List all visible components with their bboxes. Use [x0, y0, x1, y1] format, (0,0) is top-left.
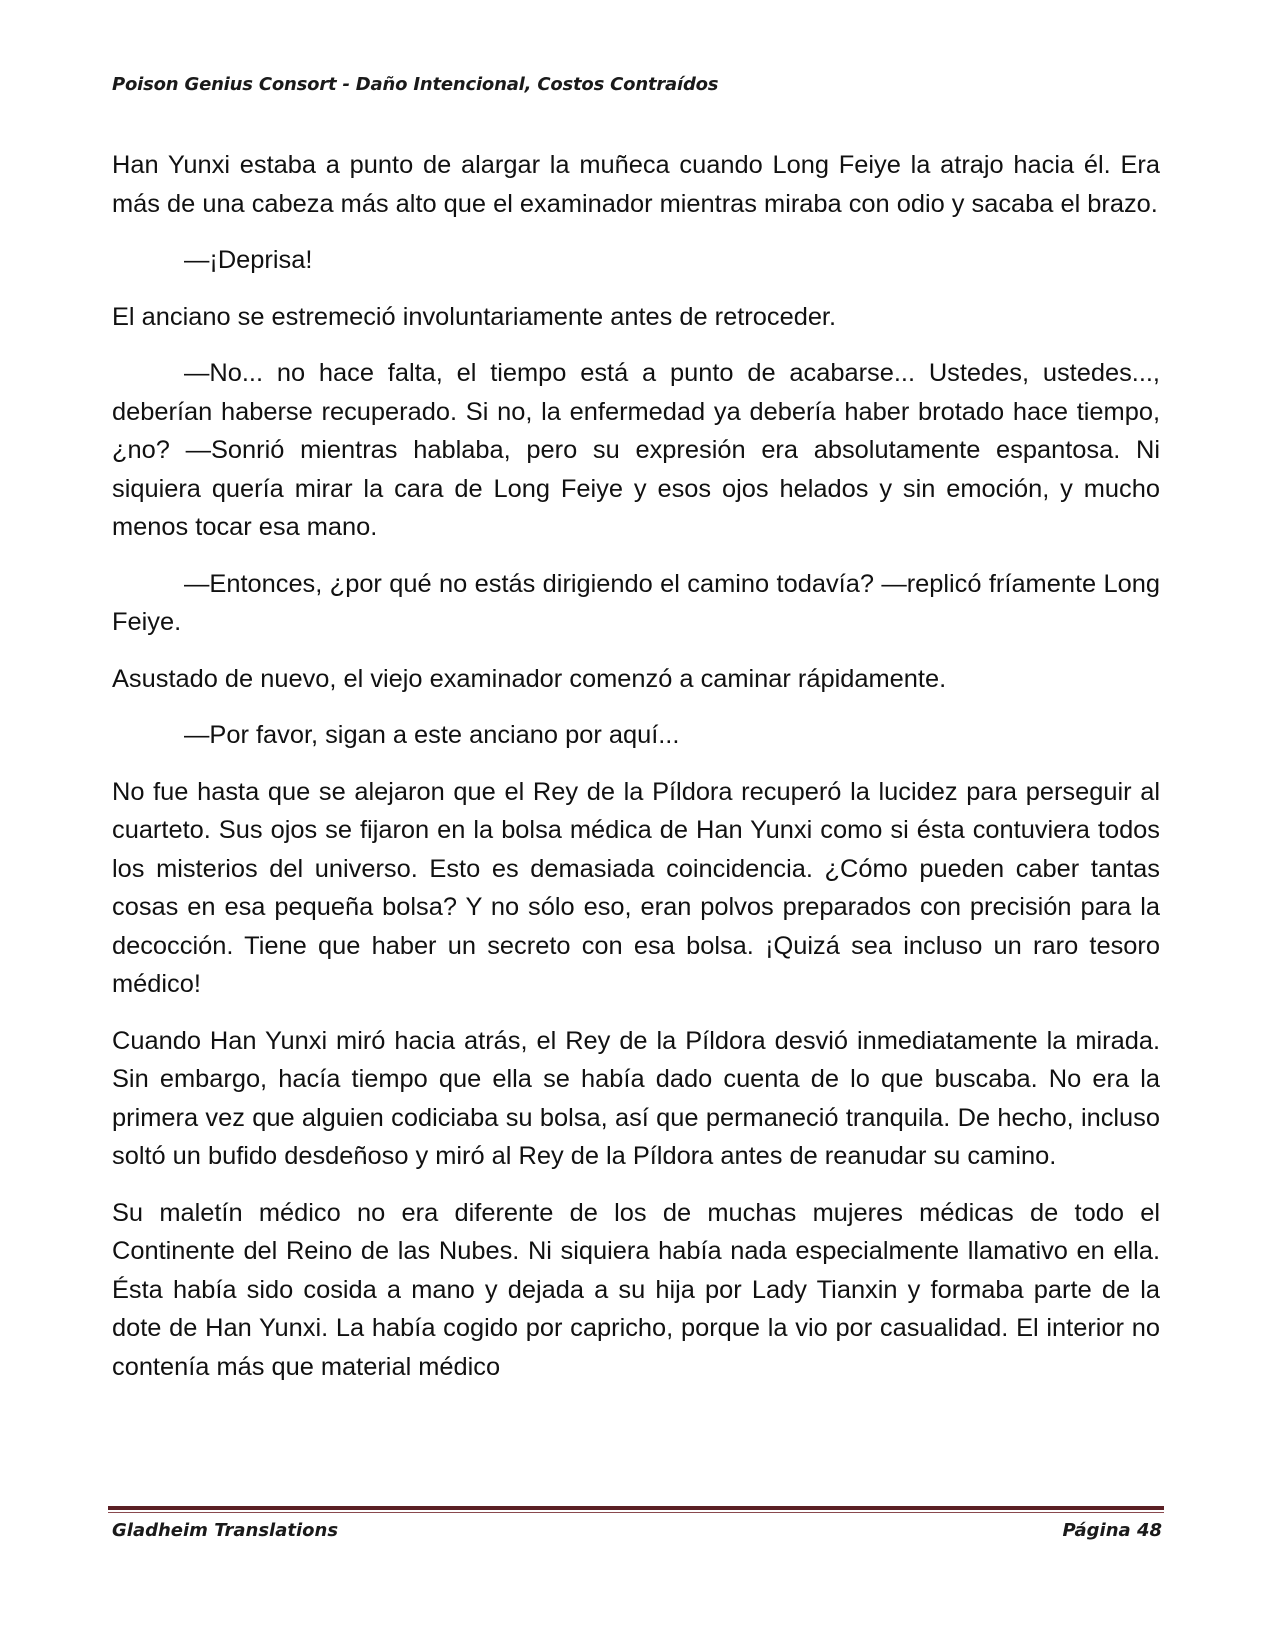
footer-divider-thick	[108, 1506, 1164, 1510]
paragraph-10: Su maletín médico no era diferente de los de muchas mujeres médicas de todo el Continente del Reino de las Nubes. Ni siquiera había nada especialmente llamativo en ella. Ésta había sido cosida a mano y dejada a su hija por Lady Tianxin y formaba parte de la dote de Han Yunxi. La había cogido por capricho, porque la vio por casualidad. El interior no contenía más que material médico	[112, 1198, 1160, 1381]
footer-divider-thin	[108, 1512, 1164, 1513]
paragraph-7: —Por favor, sigan a este anciano por aquí...	[184, 721, 680, 749]
paragraph-9: Cuando Han Yunxi miró hacia atrás, el Rey de la Píldora desvió inmediatamente la mirada. Sin embargo, hacía tiempo que ella se había dado cuenta de lo que buscaba. No era la primera vez que alguien codiciaba su bolsa, así que permaneció tranquila. De hecho, incluso soltó un bufido desdeñoso y miró al Rey de la Píldora antes de reanudar su camino.	[112, 1026, 1160, 1170]
paragraph-5: —Entonces, ¿por qué no estás dirigiendo el camino todavía? —replicó fríamente Long Feiye.	[112, 569, 1160, 636]
paragraph-8: No fue hasta que se alejaron que el Rey de la Píldora recuperó la lucidez para perseguir al cuarteto. Sus ojos se fijaron en la bolsa médica de Han Yunxi como si ésta contuviera todos los misterios del universo. Esto es demasiada coincidencia. ¿Cómo pueden caber tantas cosas en esa pequeña bolsa? Y no sólo eso, eran polvos preparados con precisión para la decocción. Tiene que haber un secreto con esa bolsa. ¡Quizá sea incluso un raro tesoro médico!	[112, 777, 1160, 998]
paragraph-6: Asustado de nuevo, el viejo examinador comenzó a caminar rápidamente.	[112, 664, 947, 693]
paragraph-1: Han Yunxi estaba a punto de alargar la muñeca cuando Long Feiye la atrajo hacia él. Era más de una cabeza más alto que el examinador mientras miraba con odio y sacaba el brazo.	[112, 151, 1160, 218]
paragraph-4: —No... no hace falta, el tiempo está a punto de acabarse... Ustedes, ustedes..., deberían haberse recuperado. Si no, la enfermedad ya debería haber brotado hace tiempo, ¿no? —Sonrió mientras hablaba, pero su expresión era absolutamente espantosa. Ni siquiera quería mirar la cara de Long Feiye y esos ojos helados y sin emoción, y mucho menos tocar esa mano.	[112, 359, 1160, 541]
paragraph-3: El anciano se estremeció involuntariamente antes de retroceder.	[112, 302, 837, 331]
footer-page-number: Página 48	[1062, 1520, 1162, 1541]
paragraph-2: —¡Deprisa!	[184, 246, 313, 274]
footer-publisher: Gladheim Translations	[112, 1520, 339, 1541]
body-text	[112, 146, 1160, 1404]
running-header: Poison Genius Consort - Daño Intencional, Costos Contraídos	[112, 74, 719, 95]
